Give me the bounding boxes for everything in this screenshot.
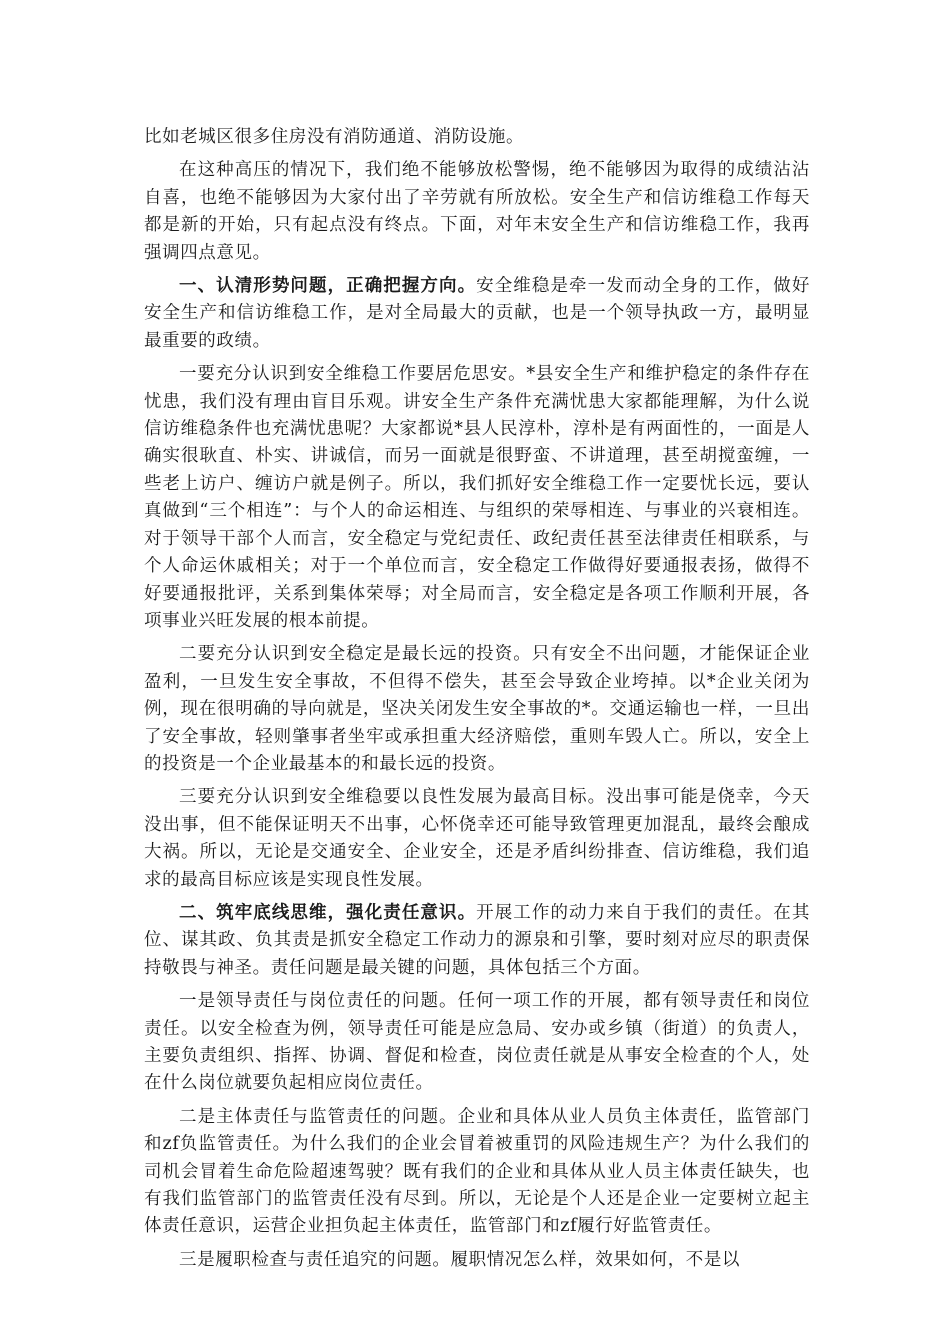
paragraph-text: 一要充分认识到安全维稳工作要居危思安。*县安全生产和维护稳定的条件存在忧患，我们没有理由盲目乐观。讲安全生产条件充满忧患大家都能理解，为什么说信访维稳条件也充满忧患呢？大家都说*县人民淳朴，淳朴是有两面性的，一面是人确实很耿直、朴实、讲诚信，而另一面就是很野蛮、不讲道理，甚至胡搅蛮缠，一些老上访户、缠访户就是例子。所以，我们抓好安全维稳工作一定要忧长远，要认真做到“三个相连”：与个人的命运相连、与组织的荣辱相连、与事业的兴衰相连。对于领导干部个人而言，安全稳定与党纪责任、政纪责任甚至法律责任相联系，与个人命运休戚相关；对于一个单位而言，安全稳定工作做得好要通报表扬，做得不好要通报批评，关系到集体荣辱；对全局而言，安全稳定是各项工作顺利开展，各项事业兴旺发展的根本前提。 (144, 364, 810, 631)
paragraph-point-2-2 (144, 1104, 810, 1241)
paragraph-point-1-3 (144, 784, 810, 894)
paragraph-point-1-2 (144, 641, 810, 778)
paragraph-point-2-1 (144, 988, 810, 1098)
paragraph-text: 三是履职检查与责任追究的问题。履职情况怎么样，效果如何，不是以 (179, 1249, 741, 1270)
paragraph-text: 一是领导责任与岗位责任的问题。任何一项工作的开展，都有领导责任和岗位责任。以安全检查为例，领导责任可能是应急局、安办或乡镇（街道）的负责人，主要负责组织、指挥、协调、督促和检查，岗位责任就是从事安全检查的个人，处在什么岗位就要负起相应岗位责任。 (144, 991, 810, 1094)
paragraph-text: 开展工作的动力来自于我们的责任。在其位、谋其政、负其责是抓安全稳定工作动力的源泉和引擎，要时刻对应尽的职责保持敬畏与神圣。责任问题是最关键的问题，具体包括三个方面。 (144, 902, 810, 978)
paragraph-text: 二是主体责任与监管责任的问题。企业和具体从业人员负主体责任，监管部门和zf负监管责任。为什么我们的企业会冒着被重罚的风险违规生产？为什么我们的司机会冒着生命危险超速驾驶？既有我们的企业和具体从业人员主体责任缺失，也有我们监管部门的监管责任没有尽到。所以，无论是个人还是企业一定要树立起主体责任意识，运营企业担负起主体责任，监管部门和zf履行好监管责任。 (144, 1106, 810, 1237)
paragraph-intro (144, 157, 810, 267)
paragraph-text: 二要充分认识到安全稳定是最长远的投资。只有安全不出问题，才能保证企业盈利，一旦发生安全事故，不但得不偿失，甚至会导致企业垮掉。以*企业关闭为例，现在很明确的导向就是，坚决关闭发生安全事故的*。交通运输也一样，一旦出了安全事故，轻则肇事者坐牢或承担重大经济赔偿，重则车毁人亡。所以，安全上的投资是一个企业最基本的和最长远的投资。 (144, 644, 810, 774)
paragraph-point-1-1 (144, 361, 810, 635)
paragraph-text: 比如老城区很多住房没有消防通道、消防设施。 (144, 127, 525, 147)
section-heading-title: 一、认清形势问题，正确把握方向。 (179, 276, 477, 297)
paragraph-text: 在这种高压的情况下，我们绝不能够放松警惕，绝不能够因为取得的成绩沾沾自喜，也绝不能够因为大家付出了辛劳就有所放松。安全生产和信访维稳工作每天都是新的开始，只有起点没有终点。下面，对年末安全生产和信访维稳工作，我再强调四点意见。 (144, 160, 810, 263)
section-heading-title: 二、筑牢底线思维，强化责任意识。 (179, 902, 477, 923)
paragraph-point-2-3 (144, 1247, 810, 1274)
section-heading-1 (144, 273, 810, 355)
paragraph-continuation (144, 124, 810, 151)
paragraph-text: 安全维稳是牵一发而动全身的工作，做好安全生产和信访维稳工作，是对全局最大的贡献，也是一个领导执政一方，最明显最重要的政绩。 (144, 276, 810, 351)
section-heading-2 (144, 900, 810, 982)
paragraph-text: 三要充分认识到安全维稳要以良性发展为最高目标。没出事可能是侥幸，今天没出事，但不能保证明天不出事，心怀侥幸还可能导致管理更加混乱，最终会酿成大祸。所以，无论是交通安全、企业安全，还是矛盾纠纷排查、信访维稳，我们追求的最高目标应该是实现良性发展。 (144, 787, 810, 890)
document-page (144, 124, 810, 1280)
